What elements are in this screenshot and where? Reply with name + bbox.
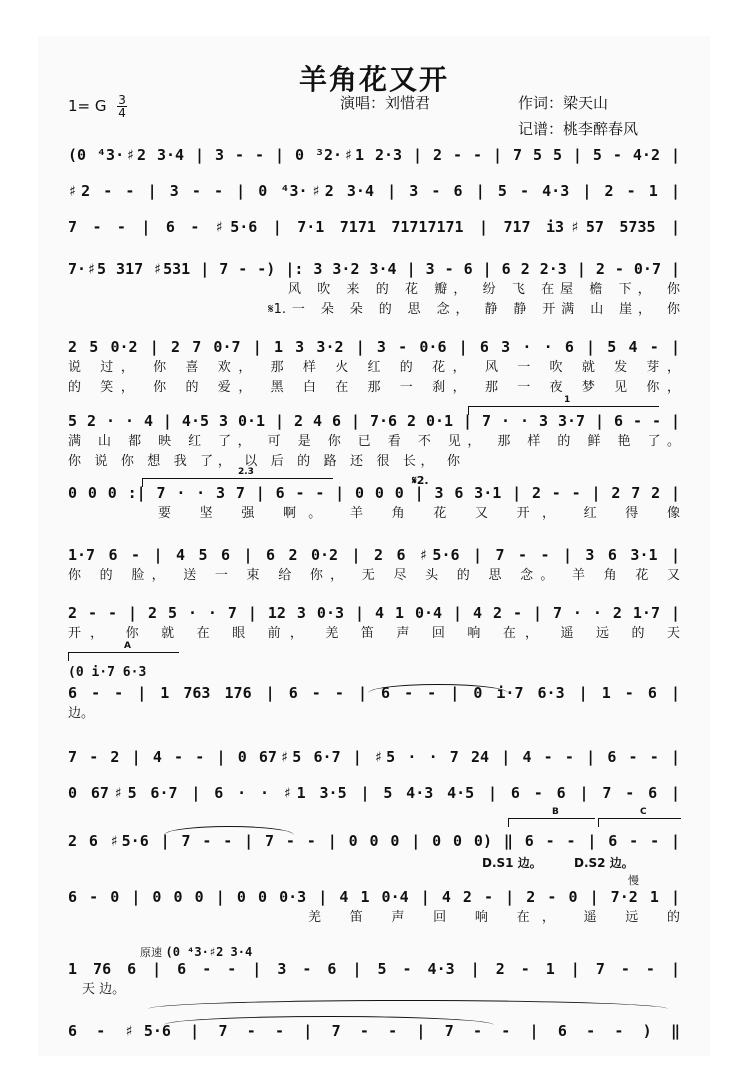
lyric-verse-2: 𝄋1.一 朵 朵 的 思 念， 静 静 开满 山 崖， 你 [268,302,680,317]
notation-line: 6 - 0 | 0 0 0 | 0 0 0·3 | 4 1 0·4 | 4 2 - | 2 - 0 | 7·2 1 | [68,888,680,906]
score-system-14 [68,874,680,928]
segno-2-mark: 𝄋2. [412,474,429,487]
volta-2-3: 2.3 [142,478,333,487]
notation-line: 1·7 6 - | 4 5 6 | 6 2 0·2 | 2 6 ♯5·6 | 7 - - | 3 6 3·1 | [68,546,680,564]
score-system-12 [68,782,680,804]
lyricist-credit: 作词：梁天山 [518,94,609,112]
score-system-6 [68,395,680,472]
original-tempo-mark [140,944,252,960]
lyric-line: 你 的 脸， 送 一 束 给 你， 无 尽 头 的 思 念。 羊 角 花 又 [68,568,680,583]
slow-mark: 慢 [628,874,639,887]
score-system-7 [68,467,680,524]
notation-line: 6 - - | 1 763 176 | 6 - - | 6 - - | 0 i·7 6·3 | 1 - 6 | [68,684,680,702]
notation-line: 2 5 0·2 | 2 7 0·7 | 1 3 3·2 | 3 - 0·6 | 6 3 · · 6 | 5 4 - | [68,338,680,356]
time-sig-numerator: 3 [118,93,126,107]
key-signature [68,94,127,119]
score-system-8 [68,544,680,586]
tie-slur [164,1016,494,1025]
time-sig-denominator: 4 [118,106,126,120]
score-system-3 [68,216,680,238]
notation-line: 5 2 · · 4 | 4·5 3 0·1 | 2 4 6 | 7·6 2 0·1 | 7 · · 3 3·7 | 6 - - | [68,412,680,430]
tie-slur [148,1000,668,1009]
notation-line: 0 0 0 :| 7 · · 3 7 | 6 - - | 0 0 0 | 3 6 3·1 | 2 - - | 2 7 2 | [68,484,680,502]
original-tempo-notes: (0 ⁴3·♯2 3·4 [165,945,253,959]
coda-c-bracket: C [598,818,681,827]
score-system-5 [68,336,680,398]
lyric-verse-2: 的 笑， 你 的 爱， 黑 白 在 那 一 刹， 那 一 夜 梦 见 你， [68,380,680,395]
lyric-verse-1: 满 山 都 映 红 了， 可 是 你 已 看 不 见， 那 样 的 鲜 艳 了。 [68,434,680,449]
score-system-11 [68,746,680,768]
pickup-notes: (0 i·7 6·3 [68,665,147,680]
score-system-1 [68,144,680,166]
score-system-9 [68,602,680,644]
lyric-verse-2: 你 说 你 想 我 了， 以 后 的 路 还 很 长， 你 [68,454,460,469]
key-label: 1= G [68,97,107,115]
lyric-line: 要 坚 强 啊。 羊 角 花 又 开， 红 得 像 [158,506,680,521]
notation-line: 6 - ♯5·6 | 7 - - | 7 - - | 7 - - | 6 - - ) ‖ [68,1022,680,1040]
notation-line: 2 - - | 2 5 · · 7 | 12 3 0·3 | 4 1 0·4 | 4 2 - | 7 · · 2 1·7 | [68,604,680,622]
score-system-15 [68,945,680,1000]
ds1-mark: D.S1 边。 [482,856,542,870]
lyric-line: 边。 [68,706,95,721]
time-signature [117,94,127,119]
notation-line: ♯2 - - | 3 - - | 0 ⁴3·♯2 3·4 | 3 - 6 | 5 - 4·3 | 2 - 1 | [68,182,680,200]
transcriber-credit: 记谱：桃李醉春风 [518,120,639,138]
singer-credit: 演唱：刘惜君 [340,94,431,112]
coda-b-bracket: B [508,818,595,827]
lyric-line: 羌 笛 声 回 响 在， 遥 远 的 [308,910,680,925]
notation-line: 0 67♯5 6·7 | 6 · · ♯1 3·5 | 5 4·3 4·5 | 6 - 6 | 7 - 6 | [68,784,680,802]
lyric-verse-1: 说 过， 你 喜 欢， 那 样 火 红 的 花， 风 一 吹 就 发 芽， [68,360,680,375]
score-sheet [38,36,710,1056]
tie-slur [164,826,294,835]
lyric-line: 开， 你 就 在 眼 前， 羌 笛 声 回 响 在， 遥 远 的 天 [68,626,680,641]
lyric-line: 天 边。 [82,982,126,997]
notation-line: 2 6 ♯5·6 | 7 - - | 7 - - | 0 0 0 | 0 0 0) ‖ 6 - - | 6 - - | [68,832,680,850]
notation-line: 7 - - | 6 - ♯5·6 | 7·1 7171 71717171 | 717 i3♯57 5735 | [68,218,680,236]
score-system-4 [68,258,680,320]
original-tempo-label: 原速 [140,946,162,959]
ds2-mark: D.S2 边。 [574,856,634,870]
volta-1: 1 [468,406,659,415]
notation-line: 7·♯5 317 ♯531 | 7 - -) |: 3 3·2 3·4 | 3 - 6 | 6 2 2·3 | 2 - 0·7 | [68,260,680,278]
score-system-2 [68,180,680,202]
lyric-verse-1: 风 吹 来 的 花 瓣， 纷 飞 在屋 檐 下， 你 [288,282,680,297]
score-system-16 [68,1020,680,1042]
coda-a-bracket: A [68,652,179,661]
notation-line: (0 ⁴3·♯2 3·4 | 3 - - | 0 ³2·♯1 2·3 | 2 - - | 7 5 5 | 5 - 4·2 | [68,146,680,164]
notation-line: 1 76 6 | 6 - - | 3 - 6 | 5 - 4·3 | 2 - 1 | 7 - - | [68,960,680,978]
notation-line: 7 - 2 | 4 - - | 0 67♯5 6·7 | ♯5 · · 7 24 | 4 - - | 6 - - | [68,748,680,766]
song-title: 羊角花又开 [298,63,449,96]
score-system-13 [68,807,680,870]
score-system-10 [68,641,680,724]
